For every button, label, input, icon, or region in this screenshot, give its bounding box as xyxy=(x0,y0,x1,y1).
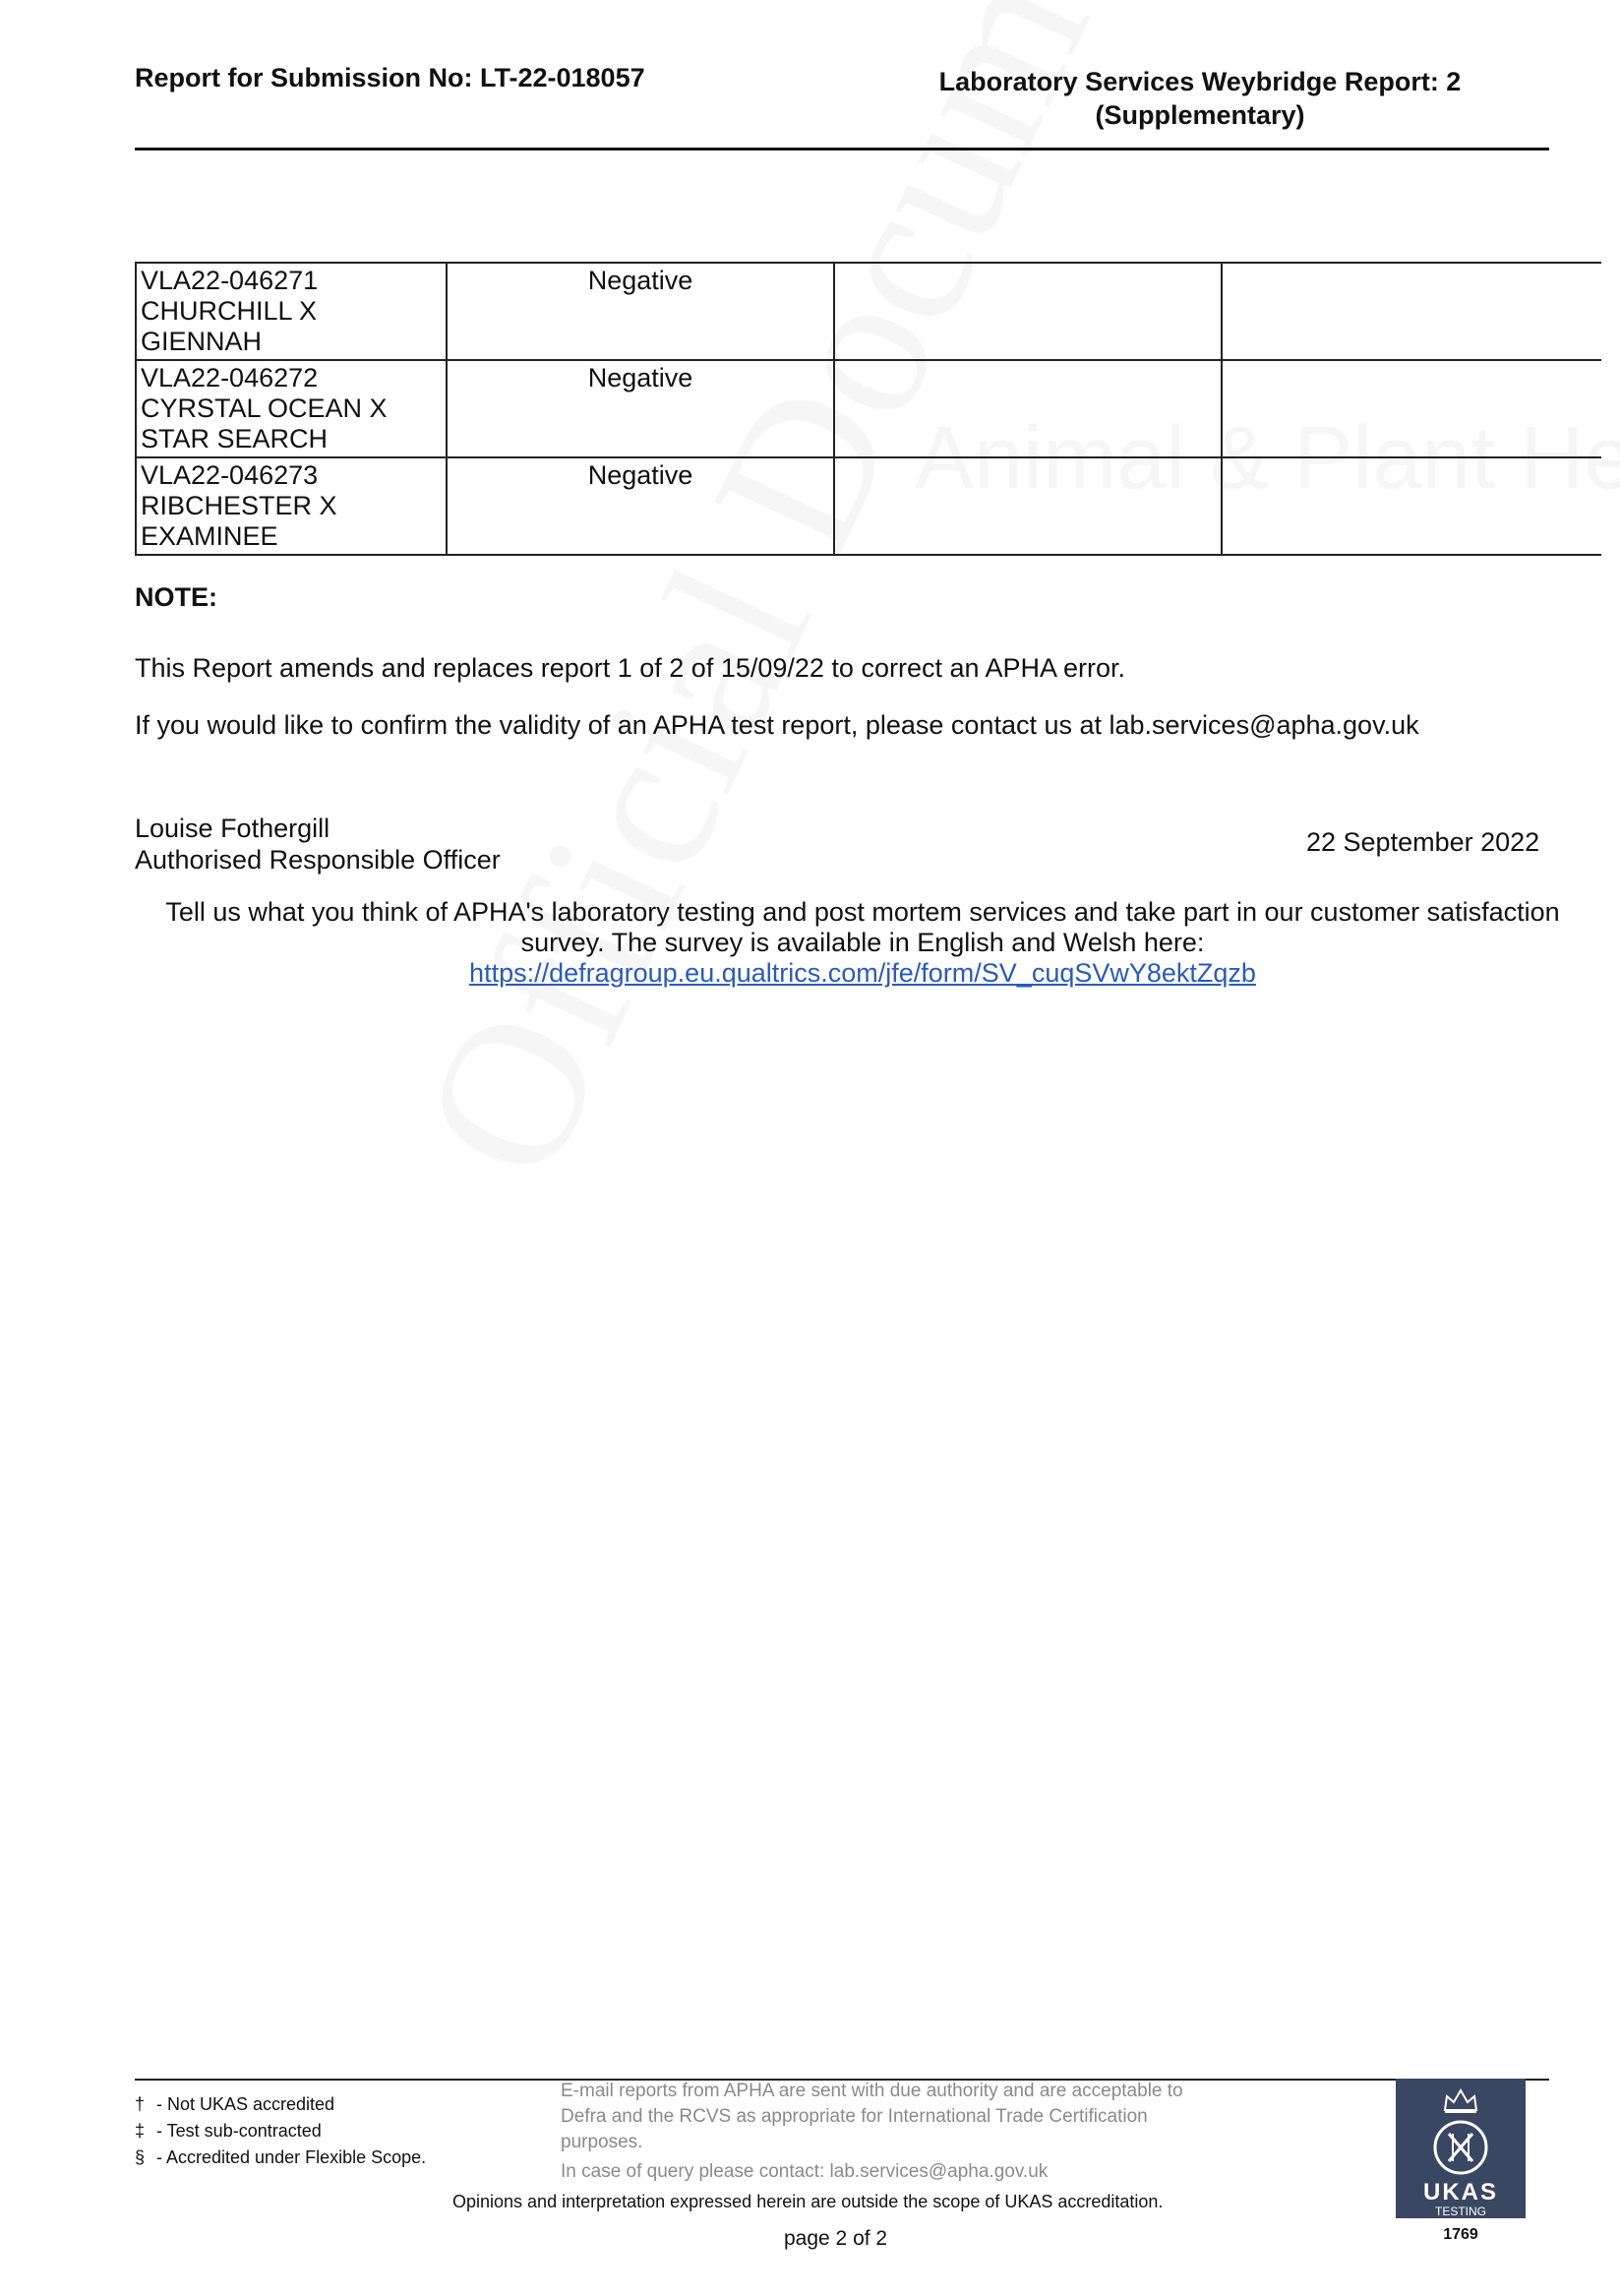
amendment-note: This Report amends and replaces report 1 of 2 of 15/09/22 to correct an APHA error. xyxy=(135,653,1126,683)
email-authority-note xyxy=(561,2079,1328,2185)
submission-number-heading: Report for Submission No: LT-22-018057 xyxy=(135,63,645,92)
report-title-line2: (Supplementary) xyxy=(1095,100,1305,130)
legend-symbol: † xyxy=(135,2094,146,2114)
legend-item xyxy=(135,2145,426,2171)
page-number: page 2 of 2 xyxy=(784,2227,888,2250)
empty-cell xyxy=(834,360,1222,457)
email-note-line: Defra and the RCVS as appropriate for International Trade Certification xyxy=(561,2106,1148,2127)
ukas-accreditation-number: 1769 xyxy=(1443,2226,1478,2243)
officer-role: Authorised Responsible Officer xyxy=(135,845,501,875)
table-row xyxy=(136,263,1601,360)
ukas-testing-label: TESTING xyxy=(1434,2205,1486,2218)
table-row xyxy=(136,360,1601,457)
sample-cell xyxy=(136,457,447,555)
table-row xyxy=(136,457,1601,555)
report-date: 22 September 2022 xyxy=(1306,827,1540,857)
survey-line2: survey. The survey is available in English and Welsh here: xyxy=(520,928,1205,957)
legend-item xyxy=(135,2118,426,2145)
email-note-line: purposes. xyxy=(561,2132,643,2152)
legend-text: - Not UKAS accredited xyxy=(156,2094,335,2114)
empty-cell xyxy=(1222,263,1601,360)
result-cell: Negative xyxy=(447,360,834,457)
sample-name-line1: CHURCHILL X xyxy=(141,296,318,326)
header-divider xyxy=(135,148,1549,151)
sample-name-line2: STAR SEARCH xyxy=(141,424,329,453)
empty-cell xyxy=(1222,360,1601,457)
result-cell: Negative xyxy=(447,457,834,555)
ukas-wordmark: UKAS xyxy=(1422,2179,1498,2205)
sample-id: VLA22-046271 xyxy=(141,266,319,295)
query-contact: In case of query please contact: lab.services@apha.gov.uk xyxy=(561,2161,1049,2182)
empty-cell xyxy=(1222,457,1601,555)
ukas-disclaimer: Opinions and interpretation expressed herein are outside the scope of UKAS accreditation. xyxy=(452,2192,1164,2211)
survey-link[interactable]: https://defragroup.eu.qualtrics.com/jfe/form/SV_cuqSVwY8ektZqzb xyxy=(469,958,1256,988)
ukas-emblem-icon xyxy=(1431,2118,1490,2177)
sample-name-line2: GIENNAH xyxy=(141,327,263,356)
result-cell: Negative xyxy=(447,263,834,360)
validity-note: If you would like to confirm the validity of an APHA test report, please contact us at lab.services@apha.gov.uk xyxy=(135,710,1419,740)
legend-item xyxy=(135,2091,426,2118)
legend-text: - Test sub-contracted xyxy=(156,2121,322,2141)
sample-id: VLA22-046273 xyxy=(141,460,319,490)
sample-cell xyxy=(136,263,447,360)
legend-symbol: ‡ xyxy=(135,2121,146,2141)
survey-invitation xyxy=(135,897,1590,989)
legend-text: - Accredited under Flexible Scope. xyxy=(156,2147,427,2167)
signature-block xyxy=(135,813,501,876)
empty-cell xyxy=(834,263,1222,360)
sample-id: VLA22-046272 xyxy=(141,363,319,393)
email-note-line: E-mail reports from APHA are sent with due authority and are acceptable to xyxy=(561,2081,1183,2101)
accreditation-legend xyxy=(135,2091,426,2171)
officer-name: Louise Fothergill xyxy=(135,814,330,843)
results-table xyxy=(135,262,1601,556)
crown-icon xyxy=(1441,2086,1480,2114)
legend-symbol: § xyxy=(135,2147,146,2167)
empty-cell xyxy=(834,457,1222,555)
note-title: NOTE: xyxy=(135,582,217,612)
report-title-heading xyxy=(885,65,1515,132)
ukas-testing-logo xyxy=(1396,2079,1526,2218)
sample-name-line1: RIBCHESTER X xyxy=(141,491,337,520)
sample-name-line2: EXAMINEE xyxy=(141,521,278,551)
sample-name-line1: CYRSTAL OCEAN X xyxy=(141,393,388,423)
sample-cell xyxy=(136,360,447,457)
report-title-line1: Laboratory Services Weybridge Report: 2 xyxy=(938,67,1462,96)
survey-line1: Tell us what you think of APHA's laboratory testing and post mortem services and take part in our customer satisfaction xyxy=(165,897,1560,927)
official-document-watermark xyxy=(374,0,1244,1212)
